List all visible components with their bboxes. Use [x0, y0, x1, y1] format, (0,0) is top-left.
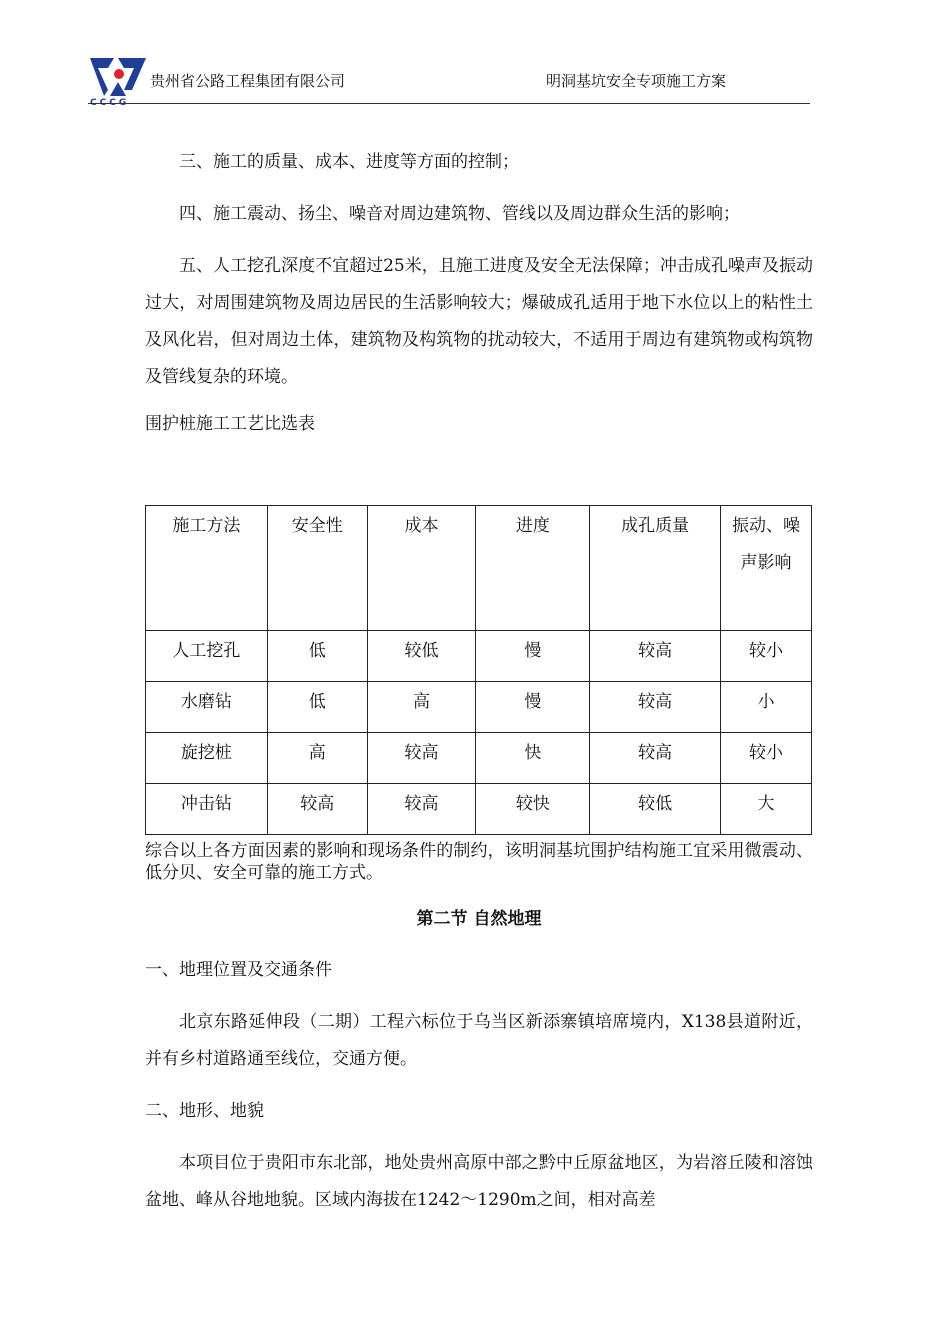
table-row: [146, 784, 812, 835]
paragraph-vibration-impact: 四、施工震动、扬尘、噪音对周边建筑物、管线以及周边群众生活的影响；: [179, 204, 740, 224]
header-cell: 安全性: [267, 506, 367, 631]
svg-text:CCCG: CCCG: [90, 98, 130, 106]
table-cell: 较小: [721, 631, 812, 682]
table-cell: 慢: [476, 631, 590, 682]
table-cell: 人工挖孔: [146, 631, 268, 682]
geography-section: [145, 952, 813, 1219]
document-title: 明洞基坑安全专项施工方案: [546, 72, 727, 90]
header-cell: 成孔质量: [590, 506, 721, 631]
table-cell: 大: [721, 784, 812, 835]
subsection-heading: 二、地形、地貌: [145, 1101, 264, 1121]
subsection-heading: 一、地理位置及交通条件: [145, 960, 332, 980]
table-cell: 低: [267, 682, 367, 733]
page-header: [88, 50, 818, 106]
table-header-row: [146, 506, 812, 631]
table-cell: 快: [476, 733, 590, 784]
table-cell: 较小: [721, 733, 812, 784]
table-cell: 较高: [367, 733, 476, 784]
table-cell: 冲击钻: [146, 784, 268, 835]
section-heading: 第二节 自然地理: [416, 909, 542, 929]
conclusion-section: [145, 840, 813, 884]
header-divider: [88, 103, 810, 104]
table-cell: 高: [267, 733, 367, 784]
table-cell: 高: [367, 682, 476, 733]
table-cell: 较高: [367, 784, 476, 835]
table-cell: 水磨钻: [146, 682, 268, 733]
table-cell: 较高: [267, 784, 367, 835]
table-cell: 慢: [476, 682, 590, 733]
intro-section: [145, 144, 813, 443]
header-cell: 振动、噪声影响: [721, 506, 812, 631]
table-cell: 较低: [590, 784, 721, 835]
table-cell: 较高: [590, 682, 721, 733]
table-caption: 围护桩施工工艺比选表: [145, 414, 315, 434]
table-cell: 低: [267, 631, 367, 682]
location-paragraph: 北京东路延伸段（二期）工程六标位于乌当区新添寨镇培席境内，X138县道附近，并有乡村道路通至线位，交通方便。: [145, 1012, 813, 1069]
table-row: [146, 733, 812, 784]
table-cell: 较快: [476, 784, 590, 835]
conclusion-paragraph: 综合以上各方面因素的影响和现场条件的制约，该明洞基坑围护结构施工宜采用微震动、低分贝、安全可靠的施工方式。: [145, 841, 813, 883]
table-cell: 小: [721, 682, 812, 733]
table-cell: 较高: [590, 631, 721, 682]
table-row: [146, 682, 812, 733]
company-name: 贵州省公路工程集团有限公司: [150, 72, 346, 90]
comparison-table: [145, 505, 812, 835]
table-cell: 旋挖桩: [146, 733, 268, 784]
paragraph-method-issues: 五、人工挖孔深度不宜超过25米，且施工进度及安全无法保障；冲击成孔噪声及振动过大，对周围建筑物及周边居民的生活影响较大；爆破成孔适用于地下水位以上的粘性土及风化岩，但对周边土体，建筑物及构筑物的扰动较大，不适用于周边有建筑物或构筑物及管线复杂的环境。: [145, 256, 813, 387]
header-cell: 施工方法: [146, 506, 268, 631]
header-cell: 成本: [367, 506, 476, 631]
table-row: [146, 631, 812, 682]
table-cell: 较高: [590, 733, 721, 784]
table-cell: 较低: [367, 631, 476, 682]
terrain-paragraph: 本项目位于贵阳市东北部，地处贵州高原中部之黔中丘原盆地区，为岩溶丘陵和溶蚀盆地、峰从谷地地貌。区域内海拔在1242～1290m之间，相对高差: [145, 1153, 813, 1210]
header-cell: 进度: [476, 506, 590, 631]
paragraph-quality-control: 三、施工的质量、成本、进度等方面的控制；: [179, 152, 519, 172]
company-logo-icon: [88, 50, 148, 106]
